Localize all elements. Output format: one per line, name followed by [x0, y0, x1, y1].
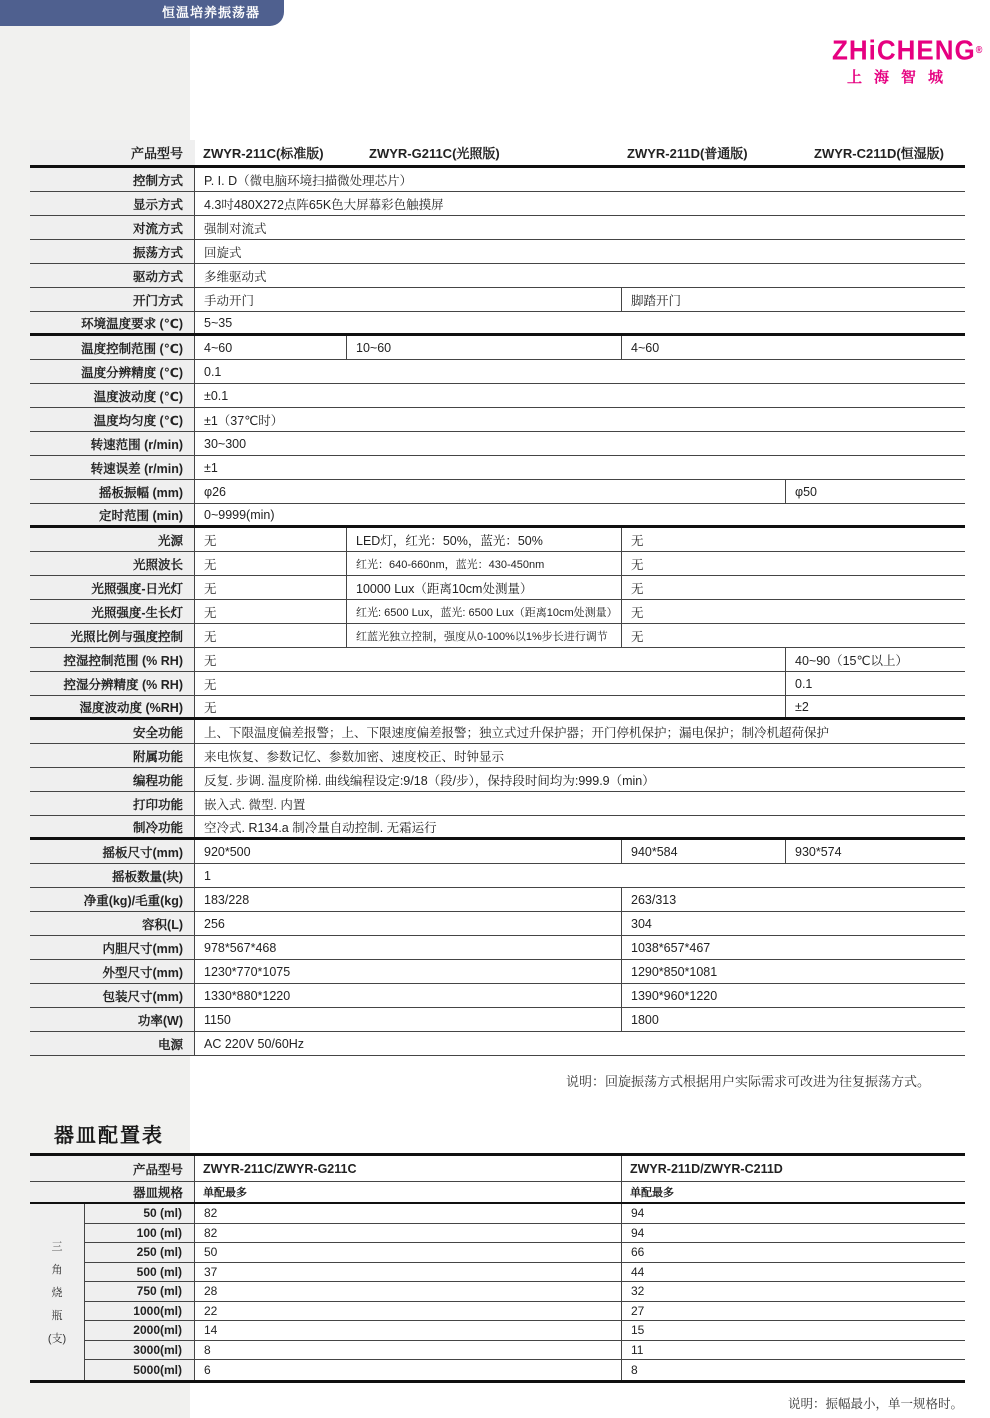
spec-cell: 无	[631, 533, 644, 548]
spec-cell: 无	[195, 528, 347, 551]
spec-cell: 无	[195, 624, 347, 647]
spec-cell: 1150	[195, 1008, 622, 1031]
vessel-row	[85, 1321, 965, 1341]
vessel-count-cell: 22	[195, 1302, 622, 1321]
spec-row	[30, 432, 965, 456]
vessel-row	[85, 1282, 965, 1302]
spec-cell: 4.3吋480X272点阵65K色大屏幕彩色触摸屏	[204, 197, 444, 212]
vessel-count-cell: 94	[631, 1225, 645, 1240]
spec-cell: 无	[631, 557, 644, 572]
spec-cell: 无	[631, 629, 644, 644]
vessel-row	[85, 1341, 965, 1361]
spec-cell: 无	[195, 648, 786, 671]
spec-cell: 0.1	[795, 676, 813, 691]
brand-logo-subtext: 上海智城	[846, 69, 955, 86]
spec-row-label: 对流方式	[30, 216, 195, 239]
spec-cell: 无	[195, 696, 786, 717]
spec-row-label: 摇板振幅 (mm)	[30, 480, 195, 503]
vessel-rows	[85, 1204, 965, 1380]
spec-row	[30, 480, 965, 504]
vessel-group-label	[30, 1204, 85, 1380]
registered-mark-icon: ®	[975, 44, 984, 56]
spec-row-label: 温度分辨精度 (℃)	[30, 360, 195, 383]
spec-cell: 304	[631, 916, 652, 931]
spec-cell: 978*567*468	[195, 936, 622, 959]
spec-row-label: 编程功能	[30, 768, 195, 791]
spec-cell: 红蓝光独立控制，强度从0-100%以1%步长进行调节	[347, 624, 622, 647]
vessel-group-char: 三	[51, 1240, 63, 1253]
vessel-table-title: 器皿配置表	[54, 1125, 164, 1147]
spec-row	[30, 336, 965, 360]
spec-row	[30, 960, 965, 984]
spec-cell: 1230*770*1075	[195, 960, 622, 983]
vessel-table	[30, 1153, 965, 1383]
vessel-size-label: 50 (ml)	[85, 1204, 195, 1223]
vessel-size-label: 3000(ml)	[85, 1341, 195, 1360]
spec-row-label: 温度波动度 (℃)	[30, 384, 195, 407]
spec-row-label: 定时范围 (min)	[30, 504, 195, 525]
spec-row-label: 驱动方式	[30, 264, 195, 287]
vessel-size-label: 750 (ml)	[85, 1282, 195, 1301]
spec-row	[30, 816, 965, 840]
vessel-row	[85, 1204, 965, 1224]
spec-row-label: 容积(L)	[30, 912, 195, 935]
spec-cell: ±0.1	[204, 388, 229, 403]
vessel-count-cell: 37	[195, 1263, 622, 1282]
vessel-table-subheader	[30, 1182, 965, 1204]
vessel-row	[85, 1263, 965, 1283]
spec-row-label: 开门方式	[30, 288, 195, 311]
spec-cell: 4~60	[631, 340, 660, 355]
spec-cell: 脚踏开门	[631, 293, 682, 308]
spec-cell: 1290*850*1081	[631, 964, 718, 979]
spec-cell: 5~35	[204, 315, 233, 330]
spec-cell: φ26	[195, 480, 786, 503]
spec-cell: 回旋式	[204, 245, 242, 260]
spec-cell: 红光: 6500 Lux，蓝光: 6500 Lux（距离10cm处测量）	[347, 600, 622, 623]
spec-row-label: 制冷功能	[30, 816, 195, 837]
spec-cell: 263/313	[631, 892, 677, 907]
spec-cell: 无	[631, 605, 644, 620]
vessel-size-label: 1000(ml)	[85, 1302, 195, 1321]
spec-table	[30, 140, 965, 1056]
spec-row	[30, 216, 965, 240]
vessel-count-cell: 28	[195, 1282, 622, 1301]
spec-cell: φ50	[795, 484, 818, 499]
spec-table-note: 说明：回旋振荡方式根据用户实际需求可改进为往复振荡方式。	[565, 1074, 930, 1089]
vessel-subheader-value: 单配最多	[195, 1182, 622, 1202]
vessel-group-char: 烧	[51, 1286, 63, 1299]
model-zwyr-g211c: ZWYR-G211C(光照版)	[369, 146, 500, 161]
spec-row	[30, 744, 965, 768]
spec-cell: 30~300	[204, 436, 247, 451]
spec-cell: 嵌入式. 微型. 内置	[204, 797, 306, 812]
spec-row	[30, 552, 965, 576]
spec-row-label: 净重(kg)/毛重(kg)	[30, 888, 195, 911]
vessel-row	[85, 1243, 965, 1263]
vessel-size-label: 100 (ml)	[85, 1224, 195, 1243]
spec-cell: 反复. 步调. 温度阶梯. 曲线编程设定:9/18（段/步），保持段时间均为:999.9（min）	[204, 773, 655, 788]
vessel-subheader-label: 器皿规格	[30, 1182, 195, 1202]
vessel-model-211d-c211d: ZWYR-211D/ZWYR-C211D	[630, 1161, 783, 1176]
spec-row	[30, 912, 965, 936]
vessel-count-cell: 14	[195, 1321, 622, 1340]
spec-row	[30, 384, 965, 408]
spec-row-label: 电源	[30, 1032, 195, 1055]
spec-row	[30, 720, 965, 744]
spec-row-label: 温度控制范围 (℃)	[30, 336, 195, 359]
spec-row	[30, 168, 965, 192]
vessel-count-cell: 6	[195, 1360, 622, 1380]
spec-row-label: 光照强度-日光灯	[30, 576, 195, 599]
vessel-size-label: 250 (ml)	[85, 1243, 195, 1262]
vessel-row	[85, 1302, 965, 1322]
spec-cell: 1330*880*1220	[195, 984, 622, 1007]
spec-cell: 1390*960*1220	[631, 988, 718, 1003]
spec-row-label: 湿度波动度 (%RH)	[30, 696, 195, 717]
spec-cell: ±1（37℃时）	[204, 413, 284, 428]
spec-cell: 多维驱动式	[204, 269, 267, 284]
vessel-table-body	[30, 1204, 965, 1380]
vessel-header-label: 产品型号	[30, 1156, 195, 1181]
vessel-size-label: 2000(ml)	[85, 1321, 195, 1340]
spec-cell: ±2	[795, 699, 809, 714]
spec-row-label: 控制方式	[30, 168, 195, 191]
vessel-count-cell: 66	[631, 1245, 645, 1260]
spec-cell: 10~60	[347, 336, 622, 359]
spec-row	[30, 528, 965, 552]
spec-cell: 183/228	[195, 888, 622, 911]
vessel-row	[85, 1224, 965, 1244]
spec-cell: 40~90（15℃以上）	[795, 653, 909, 668]
spec-cell: LED灯，红光：50%，蓝光：50%	[347, 528, 622, 551]
vessel-count-cell: 44	[631, 1264, 645, 1279]
spec-cell: 0~9999(min)	[204, 507, 275, 522]
spec-row-label: 振荡方式	[30, 240, 195, 263]
spec-row-label: 摇板尺寸(mm)	[30, 840, 195, 863]
spec-cell: 强制对流式	[204, 221, 267, 236]
spec-cell: 无	[195, 672, 786, 695]
spec-rows	[30, 168, 965, 1056]
spec-cell: 0.1	[204, 364, 222, 379]
page-tab: 恒温培养振荡器	[0, 0, 284, 26]
spec-cell: 256	[195, 912, 622, 935]
spec-cell: 1800	[631, 1012, 659, 1027]
spec-cell: 920*500	[195, 840, 622, 863]
spec-table-header	[30, 140, 965, 168]
vessel-table-header	[30, 1156, 965, 1182]
spec-row-label: 功率(W)	[30, 1008, 195, 1031]
spec-cell: P. I. D（微电脑环境扫描微处理芯片）	[204, 173, 413, 188]
vessel-model-211c-g211c: ZWYR-211C/ZWYR-G211C	[195, 1156, 622, 1181]
spec-row	[30, 504, 965, 528]
spec-row-label: 转速误差 (r/min)	[30, 456, 195, 479]
spec-row-label: 内胆尺寸(mm)	[30, 936, 195, 959]
spec-cell: 无	[631, 581, 644, 596]
model-zwyr-211c: ZWYR-211C(标准版)	[203, 146, 324, 161]
spec-row-label: 光源	[30, 528, 195, 551]
spec-row	[30, 312, 965, 336]
spec-row	[30, 888, 965, 912]
spec-row	[30, 1032, 965, 1056]
spec-cell: 4~60	[195, 336, 347, 359]
spec-cell: 1	[204, 868, 211, 883]
vessel-size-label: 5000(ml)	[85, 1360, 195, 1380]
spec-row-label: 控湿控制范围 (% RH)	[30, 648, 195, 671]
spec-row	[30, 648, 965, 672]
vessel-count-cell: 8	[195, 1341, 622, 1360]
spec-row-label: 光照强度-生长灯	[30, 600, 195, 623]
spec-row	[30, 192, 965, 216]
spec-cell: 空冷式. R134.a 制冷量自动控制. 无霜运行	[204, 820, 437, 835]
spec-row-label: 附属功能	[30, 744, 195, 767]
spec-row	[30, 576, 965, 600]
spec-row-label: 包装尺寸(mm)	[30, 984, 195, 1007]
vessel-count-cell: 82	[195, 1204, 622, 1223]
vessel-count-cell: 82	[195, 1224, 622, 1243]
spec-row	[30, 984, 965, 1008]
vessel-count-cell: 11	[631, 1342, 644, 1357]
spec-cell: 1038*657*467	[631, 940, 711, 955]
spec-row-label: 显示方式	[30, 192, 195, 215]
vessel-group-char: (支)	[47, 1332, 67, 1345]
spec-header-label: 产品型号	[30, 140, 195, 165]
spec-row-label: 安全功能	[30, 720, 195, 743]
model-zwyr-c211d: ZWYR-C211D(恒湿版)	[814, 146, 945, 161]
vessel-group-char: 瓶	[51, 1309, 63, 1322]
spec-cell: 无	[195, 600, 347, 623]
vessel-count-cell: 94	[631, 1206, 645, 1221]
vessel-table-note: 说明：振幅最小，单一规格时。	[787, 1397, 963, 1411]
spec-cell: 930*574	[795, 844, 842, 859]
model-zwyr-211d: ZWYR-211D(普通版)	[627, 146, 748, 161]
spec-cell: 来电恢复、参数记忆、参数加密、速度校正、时钟显示	[204, 749, 505, 764]
vessel-count-cell: 27	[631, 1303, 645, 1318]
spec-row-label: 光照比例与强度控制	[30, 624, 195, 647]
spec-row-label: 环境温度要求 (℃)	[30, 312, 195, 333]
spec-cell: 手动开门	[195, 288, 622, 311]
spec-row	[30, 288, 965, 312]
spec-cell: 无	[195, 576, 347, 599]
spec-row	[30, 240, 965, 264]
spec-cell: 10000 Lux（距离10cm处测量）	[347, 576, 622, 599]
vessel-count-cell: 8	[631, 1362, 638, 1377]
vessel-size-label: 500 (ml)	[85, 1263, 195, 1282]
spec-row	[30, 600, 965, 624]
spec-row	[30, 696, 965, 720]
spec-row-label: 温度均匀度 (℃)	[30, 408, 195, 431]
spec-row	[30, 360, 965, 384]
spec-row-label: 光照波长	[30, 552, 195, 575]
spec-row-label: 外型尺寸(mm)	[30, 960, 195, 983]
spec-cell: 无	[195, 552, 347, 575]
spec-row-label: 摇板数量(块)	[30, 864, 195, 887]
vessel-count-cell: 15	[631, 1323, 645, 1338]
spec-row	[30, 768, 965, 792]
spec-row	[30, 936, 965, 960]
spec-row	[30, 864, 965, 888]
spec-cell: 红光：640-660nm，蓝光：430-450nm	[347, 552, 622, 575]
spec-cell: 940*584	[622, 840, 786, 863]
spec-row-label: 转速范围 (r/min)	[30, 432, 195, 455]
vessel-row	[85, 1360, 965, 1380]
vessel-subheader-value: 单配最多	[630, 1187, 674, 1199]
spec-row	[30, 264, 965, 288]
spec-cell: ±1	[204, 460, 218, 475]
spec-cell: AC 220V 50/60Hz	[204, 1036, 305, 1051]
vessel-group-char: 角	[51, 1263, 63, 1276]
spec-row	[30, 408, 965, 432]
spec-row	[30, 1008, 965, 1032]
vessel-count-cell: 50	[195, 1243, 622, 1262]
brand-logo	[832, 33, 984, 87]
spec-row-label: 控湿分辨精度 (% RH)	[30, 672, 195, 695]
brand-logo-text: ZHiCHENG®	[832, 33, 984, 67]
spec-row	[30, 672, 965, 696]
vessel-count-cell: 32	[631, 1284, 645, 1299]
spec-row	[30, 456, 965, 480]
spec-cell: 上、下限温度偏差报警；上、下限速度偏差报警；独立式过升保护器；开门停机保护；漏电保护；制冷机超荷保护	[204, 725, 830, 740]
spec-row	[30, 792, 965, 816]
spec-row	[30, 840, 965, 864]
spec-row	[30, 624, 965, 648]
spec-row-label: 打印功能	[30, 792, 195, 815]
